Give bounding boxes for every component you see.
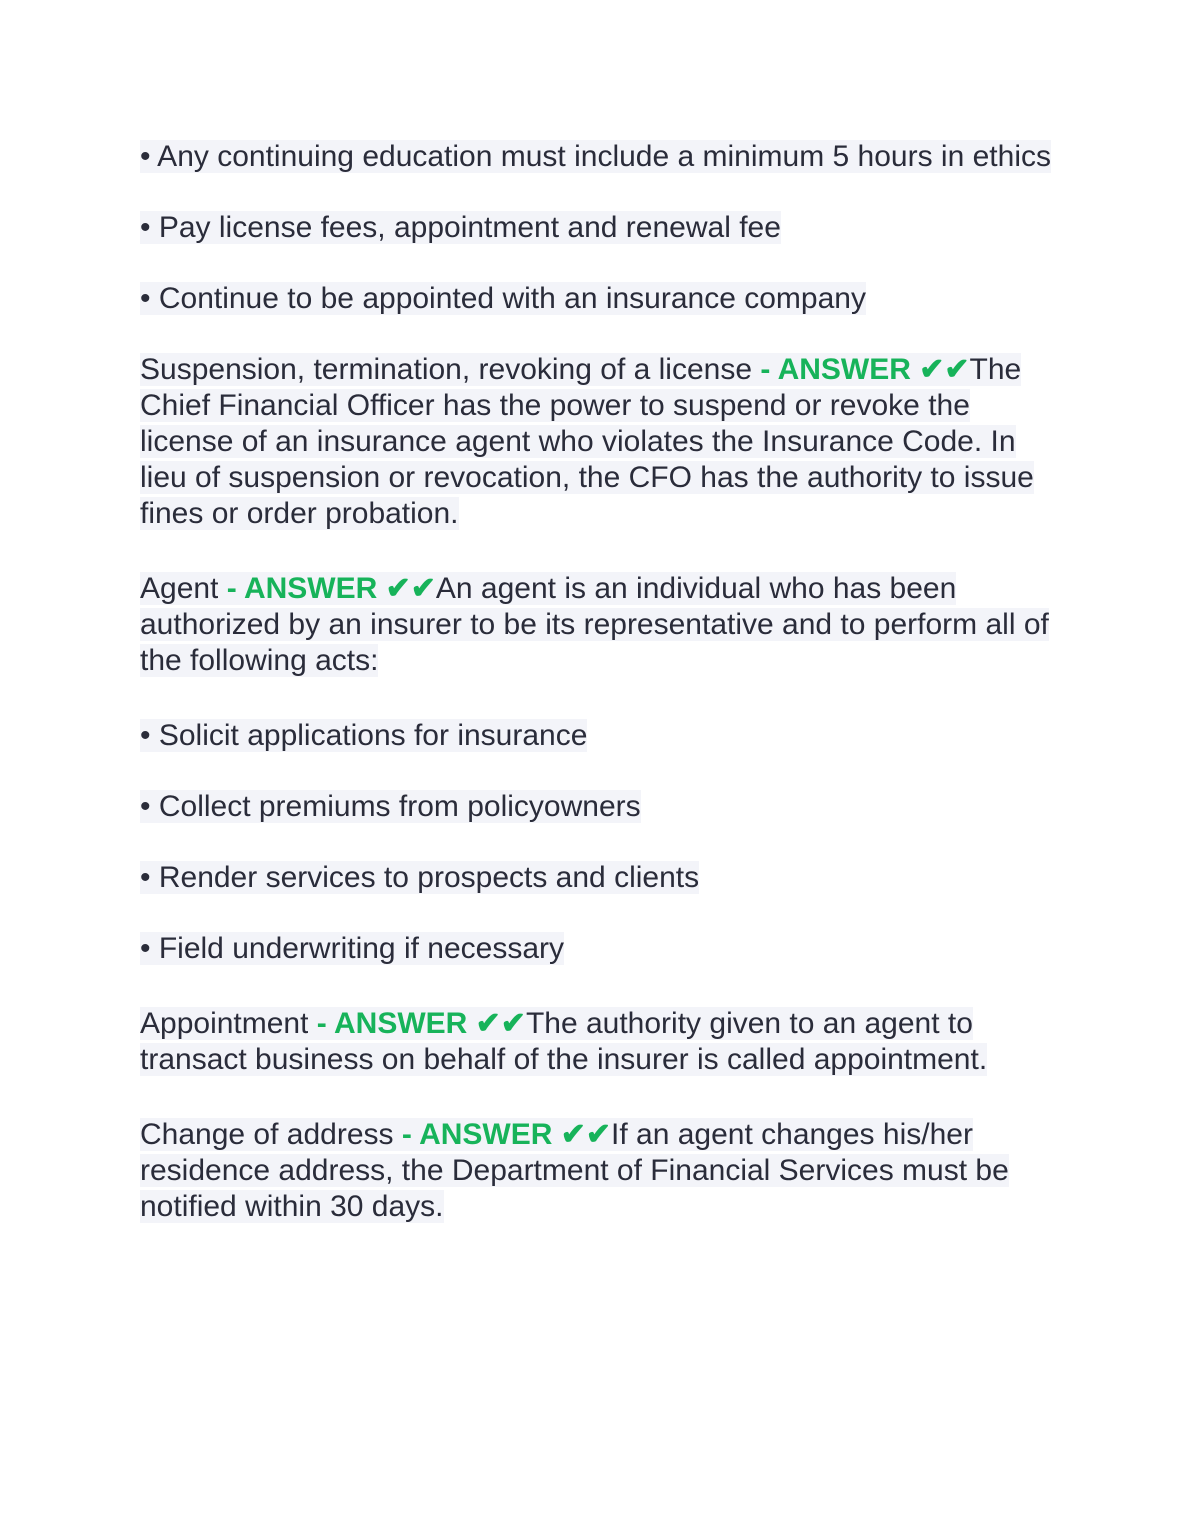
answer-marker: - ANSWER: [752, 353, 920, 386]
qa-agent: [140, 571, 1060, 679]
qa-term: Change of address: [140, 1118, 394, 1151]
answer-marker: - ANSWER: [218, 572, 386, 605]
bullet-appointed: • Continue to be appointed with an insurance company: [140, 282, 866, 315]
checkmark-icon: ✔✔: [475, 1007, 526, 1040]
qa-term: Suspension, termination, revoking of a license: [140, 353, 753, 386]
qa-answer: If an agent changes his/her residence address, the Department of Financial Services must be notified within 30 days.: [140, 1118, 1009, 1223]
qa-term: Agent: [140, 572, 219, 605]
bullet-license-fees: • Pay license fees, appointment and renewal fee: [140, 211, 781, 244]
checkmark-icon: ✔✔: [919, 353, 970, 386]
bullet-continuing-education: • Any continuing education must include a minimum 5 hours in ethics: [140, 140, 1051, 173]
bullet-field-underwriting: • Field underwriting if necessary: [140, 932, 565, 965]
answer-marker: - ANSWER: [393, 1118, 561, 1151]
bullet-collect: • Collect premiums from policyowners: [140, 790, 641, 823]
bullet-render: • Render services to prospects and clients: [140, 861, 700, 894]
qa-change-of-address: [140, 1117, 1060, 1225]
qa-answer: The Chief Financial Officer has the power to suspend or revoke the license of an insurance agent who violates the Insurance Code. In lieu of suspension or revocation, the CFO has the authority to issue fines or order probation.: [140, 353, 1034, 530]
qa-answer: The authority given to an agent to transact business on behalf of the insurer is called appointment.: [140, 1007, 988, 1076]
answer-marker: - ANSWER: [308, 1007, 476, 1040]
qa-suspension: [140, 352, 1060, 532]
checkmark-icon: ✔✔: [385, 572, 436, 605]
checkmark-icon: ✔✔: [560, 1118, 612, 1151]
qa-appointment: [140, 1006, 1060, 1078]
qa-answer: An agent is an individual who has been authorized by an insurer to be its representative and to perform all of the following acts:: [140, 572, 1049, 677]
bullet-solicit: • Solicit applications for insurance: [140, 719, 588, 752]
document-content: [140, 139, 1060, 1264]
qa-term: Appointment: [140, 1007, 309, 1040]
